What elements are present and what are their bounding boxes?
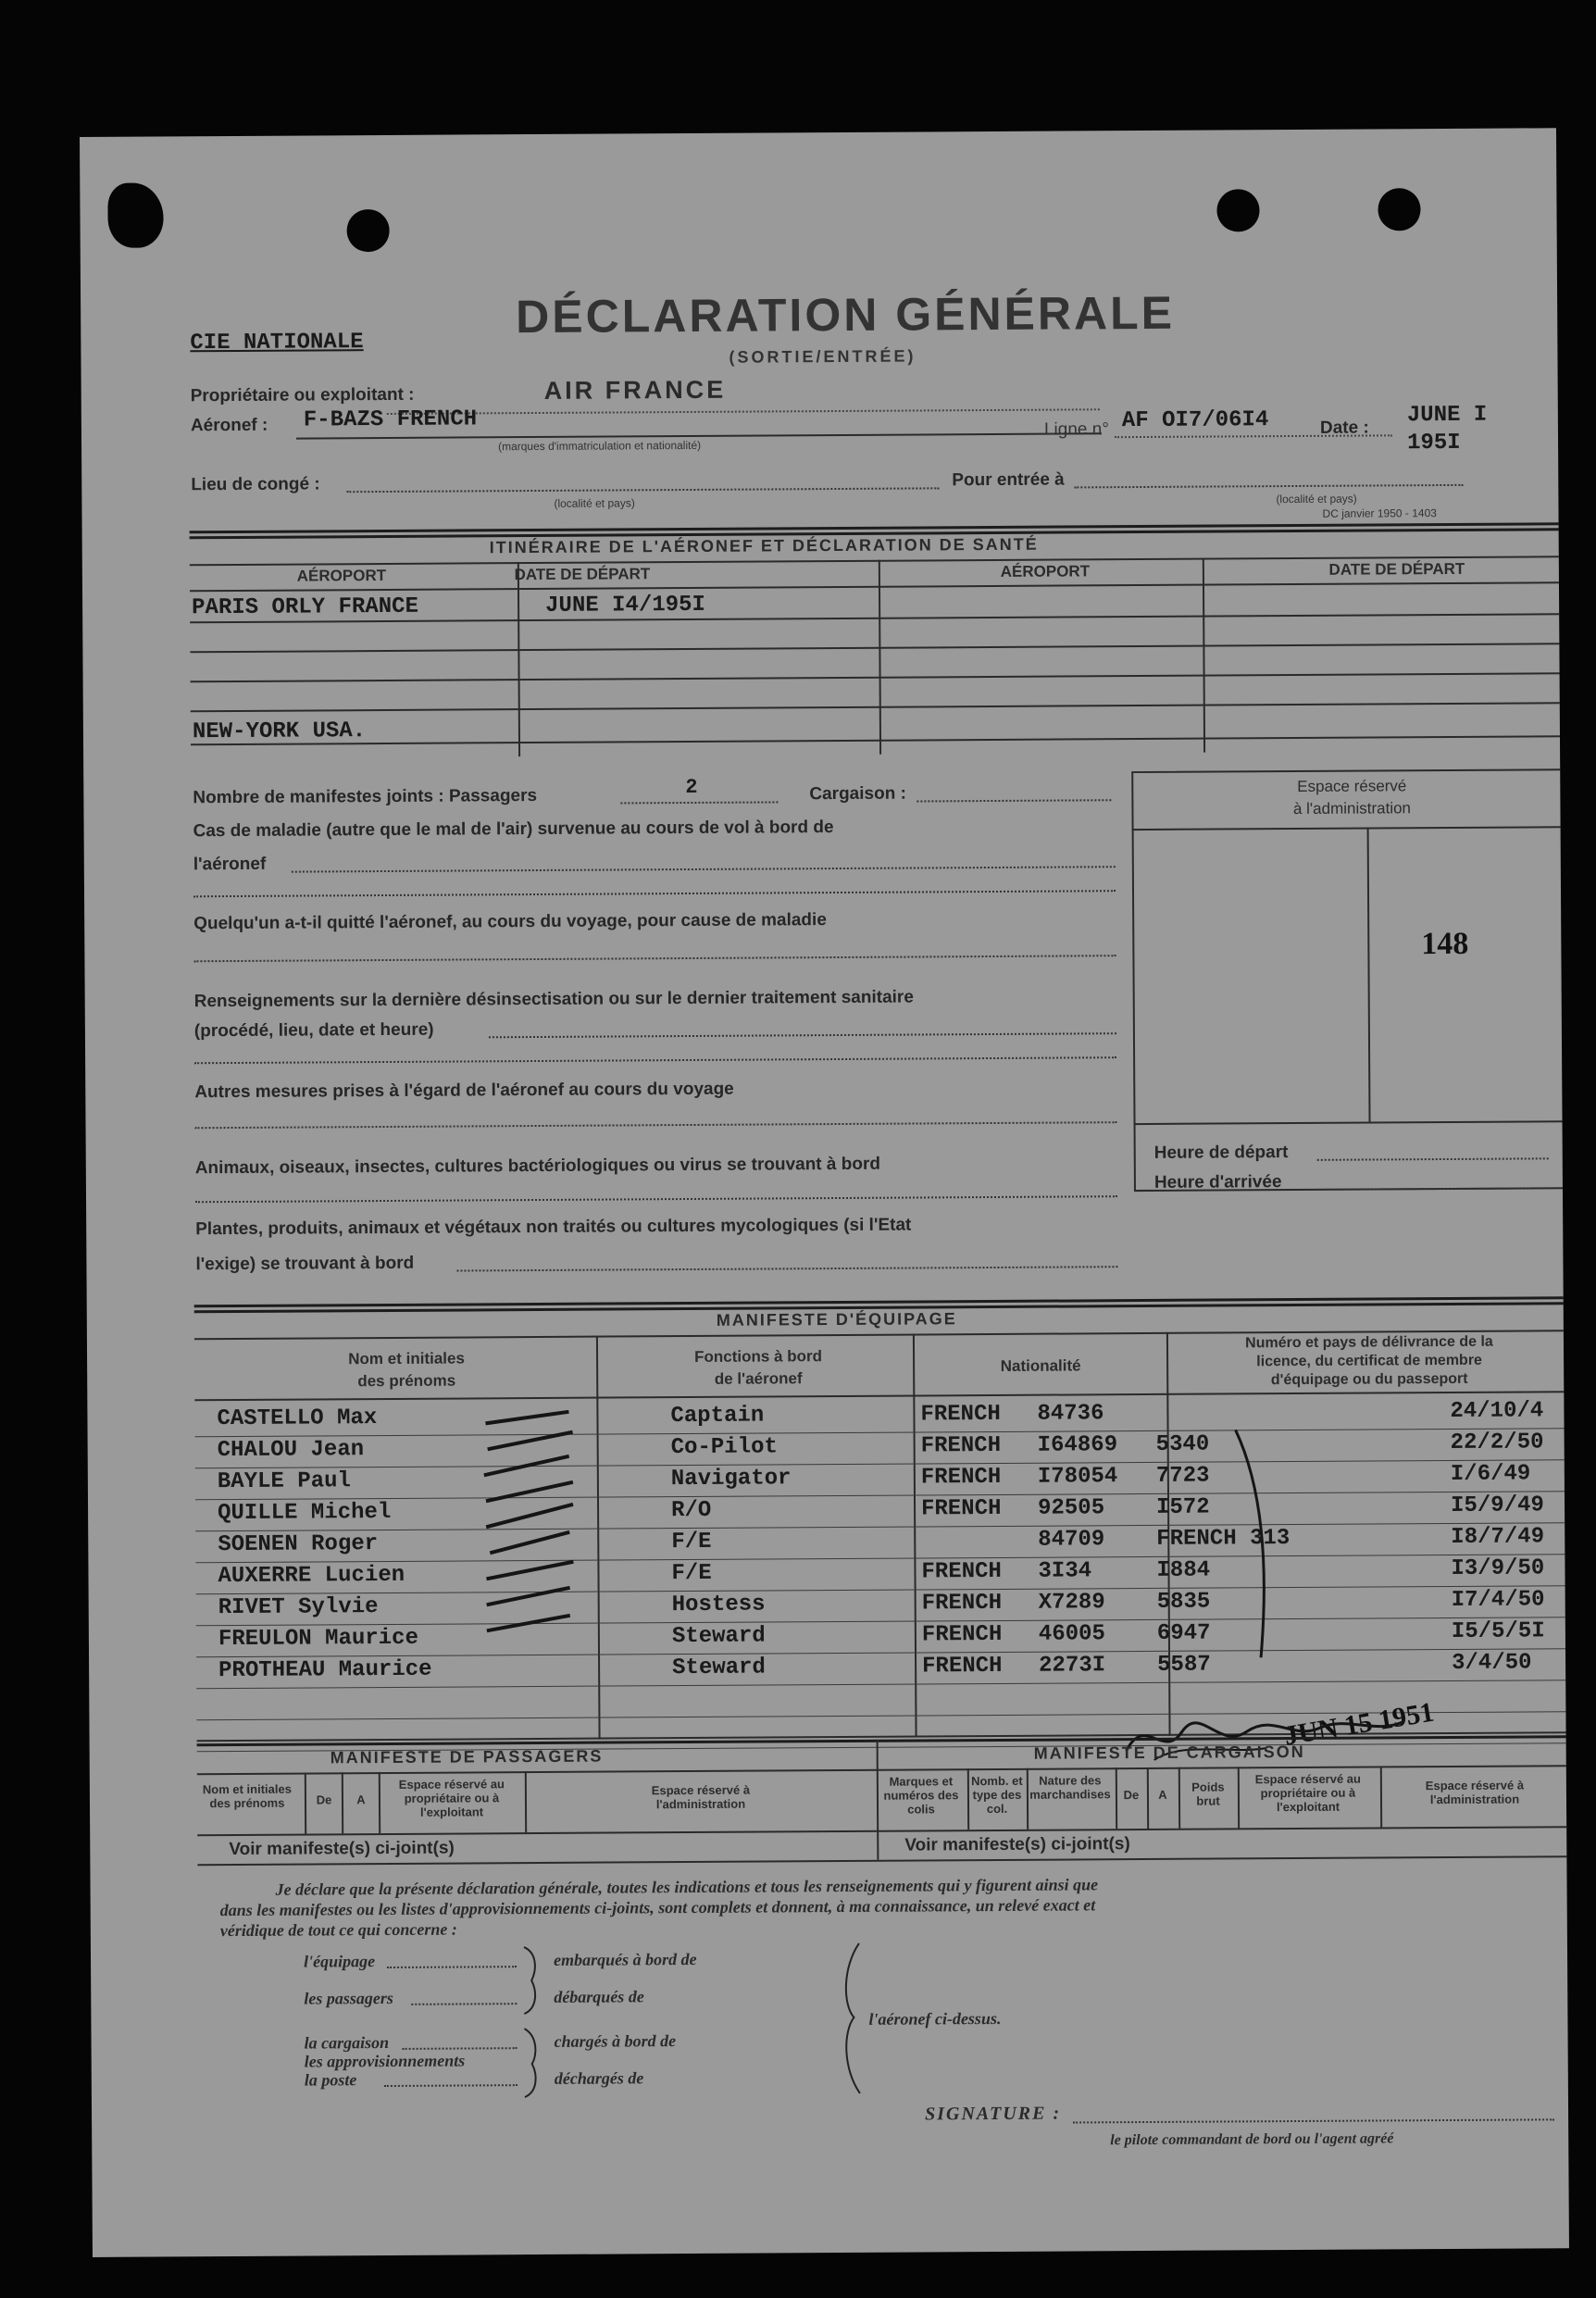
- crew-extra: FRENCH 313: [1156, 1526, 1291, 1552]
- crew-name: AUXERRE Lucien: [218, 1562, 405, 1590]
- itinerary-row1-date: JUNE I4/195I: [545, 592, 706, 618]
- itinerary-col-departure-date: DATE DE DÉPART: [514, 565, 651, 584]
- itinerary-col-departure-date-2: DATE DE DÉPART: [1328, 559, 1465, 579]
- crew-name: FREULON Maurice: [218, 1625, 419, 1653]
- cargo-see-attached: Voir manifeste(s) ci-joint(s): [904, 1834, 1130, 1855]
- aircraft-label: Aéronef :: [190, 415, 268, 436]
- question-disinsection-cont: (procédé, lieu, date et heure): [193, 1019, 434, 1042]
- date-label: Date :: [1319, 418, 1369, 438]
- crew-function: Steward: [671, 1623, 766, 1650]
- crew-function: R/O: [670, 1497, 712, 1524]
- crew-name: PROTHEAU Maurice: [218, 1656, 432, 1684]
- departure-place-note: (localité et pays): [554, 496, 635, 510]
- departure-time-label: Heure de départ: [1153, 1143, 1289, 1163]
- crew-col-license-2: licence, du certificat de membre: [1256, 1352, 1482, 1370]
- crew-nationality: FRENCH: [921, 1621, 1003, 1648]
- crew-number: 92505: [1037, 1495, 1105, 1521]
- date-value-2: 195I: [1406, 430, 1461, 456]
- crew-date: 24/10/4: [1450, 1398, 1544, 1424]
- punch-hole: [1378, 188, 1420, 231]
- question-illness-cont: l'aéronef: [193, 854, 267, 875]
- admin-stamp-number: 148: [1421, 926, 1469, 962]
- cargo-col-nature: Nature des marchandises: [1029, 1773, 1111, 1802]
- crew-col-function-1: Fonctions à bord: [694, 1347, 823, 1366]
- itinerary-last-airport: NEW-YORK USA.: [192, 718, 367, 745]
- crew-number: 46005: [1038, 1621, 1105, 1647]
- crew-date: I5/9/49: [1450, 1492, 1544, 1518]
- punch-hole: [107, 182, 163, 247]
- declaration-braces: [518, 1943, 556, 2101]
- tick-marks: [476, 1405, 589, 1683]
- crew-nationality: FRENCH: [920, 1401, 1001, 1428]
- crew-date: I8/7/49: [1451, 1524, 1545, 1550]
- crew-date: I/6/49: [1450, 1461, 1531, 1487]
- crew-name: SOENEN Roger: [218, 1531, 379, 1558]
- crew-function: Navigator: [670, 1466, 792, 1492]
- aircraft-brace: [837, 1940, 866, 2097]
- entry-note: (localité et pays): [1276, 492, 1357, 506]
- crew-name: RIVET Sylvie: [218, 1594, 379, 1621]
- crew-extra: 5587: [1157, 1652, 1211, 1678]
- crew-date: 22/2/50: [1450, 1430, 1544, 1455]
- aircraft-reference: l'aéronef ci-dessus.: [868, 2008, 1002, 2029]
- crew-name: CHALOU Jean: [217, 1437, 365, 1464]
- crew-nationality: FRENCH: [922, 1653, 1003, 1680]
- crew-extra: I884: [1156, 1557, 1211, 1583]
- cargo-col-marks: Marques et numéros des colis: [883, 1774, 959, 1817]
- crew-nationality: FRENCH: [920, 1432, 1002, 1459]
- line-value: AF OI7/06I4: [1121, 407, 1269, 434]
- received-date-stamp: JUN 15 1951: [1281, 1696, 1437, 1752]
- form-code: DC janvier 1950 - 1403: [1322, 506, 1437, 520]
- crew-function: F/E: [671, 1560, 712, 1587]
- question-plants: Plantes, produits, animaux et végétaux non traités ou cultures mycologiques (si l'Etat: [195, 1215, 912, 1240]
- itinerary-col-airport: AÉROPORT: [296, 566, 387, 585]
- passenger-col-de: De: [316, 1792, 332, 1807]
- question-illness: Cas de maladie (autre que le mal de l'air) survenue au cours de vol à bord de: [193, 818, 834, 842]
- passengers-count: 2: [685, 775, 698, 800]
- crew-col-license-1: Numéro et pays de délivrance de la: [1245, 1333, 1493, 1352]
- crew-nationality: FRENCH: [921, 1558, 1002, 1585]
- crew-col-nationality: Nationalité: [1000, 1356, 1081, 1375]
- manifests-label: Nombre de manifestes joints : Passagers: [193, 785, 538, 808]
- crew-nationality: FRENCH: [920, 1495, 1002, 1522]
- crew-number: I78054: [1037, 1464, 1118, 1490]
- crew-number: 84709: [1038, 1527, 1105, 1553]
- signature-note: le pilote commandant de bord ou l'agent agréé: [1110, 2130, 1394, 2149]
- item-cargo: la cargaison: [304, 2032, 390, 2053]
- item-mail: la poste: [304, 2070, 357, 2090]
- signature-label: SIGNATURE :: [924, 2103, 1062, 2125]
- punch-hole: [1216, 189, 1259, 231]
- crew-extra: 5835: [1156, 1589, 1211, 1615]
- admin-box-title-1: Espace réservé: [1297, 777, 1407, 795]
- crew-name: BAYLE Paul: [217, 1468, 351, 1495]
- form-subtitle: (SORTIE/ENTRÉE): [729, 346, 916, 367]
- departure-place-label: Lieu de congé :: [191, 474, 320, 495]
- crew-extra: 7723: [1155, 1463, 1210, 1489]
- crew-date: I5/5/5I: [1451, 1618, 1545, 1644]
- itinerary-section-title: ITINÉRAIRE DE L'AÉRONEF ET DÉCLARATION DE SANTÉ: [489, 534, 1039, 557]
- cargo-col-a: A: [1158, 1787, 1167, 1802]
- cargo-section-title: MANIFESTE DE CARGAISON: [1033, 1742, 1305, 1763]
- passenger-see-attached: Voir manifeste(s) ci-joint(s): [229, 1838, 455, 1860]
- question-disinsection: Renseignements sur la dernière désinsectisation ou sur le dernier traitement sanitaire: [193, 987, 914, 1012]
- item-supplies: les approvisionnements: [304, 2051, 466, 2071]
- cargo-col-admin: Espace réservé à l'administration: [1425, 1778, 1525, 1807]
- form-title: DÉCLARATION GÉNÉRALE: [516, 286, 1176, 343]
- crew-extra: I572: [1155, 1494, 1210, 1520]
- line-label: Ligne n°: [1043, 419, 1109, 440]
- admin-reserved-box: [1131, 768, 1569, 1192]
- crew-function: Captain: [670, 1403, 765, 1430]
- crew-name: QUILLE Michel: [218, 1499, 392, 1527]
- action-embarked: embarqués à bord de: [553, 1949, 697, 1969]
- item-passengers: les passagers: [304, 1988, 393, 2008]
- date-value-1: JUNE I: [1406, 402, 1488, 429]
- action-unloaded: déchargés de: [554, 2068, 644, 2088]
- itinerary-col-airport-2: AÉROPORT: [1000, 562, 1091, 581]
- crew-date: I3/9/50: [1451, 1555, 1545, 1581]
- declaration-line-1: Je déclare que la présente déclaration générale, toutes les indications et tous les renseignements qui y figurent ainsi que: [275, 1875, 1099, 1899]
- crew-extra: 5340: [1155, 1431, 1210, 1457]
- crew-date: 3/4/50: [1452, 1650, 1532, 1676]
- cargo-col-owner: Espace réservé au propriétaire ou à l'exploitant: [1254, 1771, 1361, 1815]
- crew-number: 84736: [1037, 1401, 1104, 1427]
- admin-box-title-2: à l'administration: [1292, 799, 1412, 818]
- passenger-section-title: MANIFESTE DE PASSAGERS: [330, 1746, 604, 1767]
- itinerary-row1-airport: PARIS ORLY FRANCE: [192, 593, 419, 621]
- crew-col-license-3: d'équipage ou du passeport: [1270, 1370, 1468, 1389]
- crew-section-title: MANIFESTE D'ÉQUIPAGE: [716, 1309, 957, 1330]
- entry-label: Pour entrée à: [952, 469, 1065, 491]
- cargo-col-count: Nomb. et type des col.: [971, 1773, 1023, 1817]
- crew-date: I7/4/50: [1451, 1587, 1545, 1613]
- passenger-col-name: Nom et initiales des prénoms: [202, 1781, 292, 1811]
- crew-function: Co-Pilot: [670, 1434, 778, 1461]
- declaration-line-2: dans les manifestes ou les listes d'approvisionnements ci-joints, sont complets et donnent, à ma connaissance, un relevé exact et: [219, 1895, 1096, 1920]
- crew-col-name-2: des prénoms: [357, 1371, 456, 1391]
- item-crew: l'équipage: [303, 1952, 376, 1971]
- company-name: CIE NATIONALE: [190, 330, 364, 356]
- passenger-col-owner: Espace réservé au propriétaire ou à l'exploitant: [398, 1777, 505, 1819]
- crew-number: X7289: [1038, 1590, 1105, 1616]
- question-plants-cont: l'exige) se trouvant à bord: [195, 1253, 415, 1275]
- crew-number: I64869: [1037, 1432, 1118, 1458]
- arrival-time-label: Heure d'arrivée: [1153, 1172, 1282, 1193]
- aircraft-value: F-BAZS FRENCH: [303, 406, 478, 433]
- declaration-line-3: véridique de tout ce qui concerne :: [219, 1919, 457, 1941]
- aircraft-note: (marques d'immatriculation et nationalité): [498, 438, 702, 454]
- crew-col-function-2: de l'aéronef: [714, 1369, 803, 1388]
- passenger-col-admin: Espace réservé à l'administration: [651, 1782, 751, 1812]
- cargo-col-weight: Poids brut: [1191, 1780, 1225, 1808]
- crew-col-name-1: Nom et initiales: [348, 1349, 465, 1368]
- owner-label: Propriétaire ou exploitant :: [190, 384, 415, 406]
- action-disembarked: débarqués de: [554, 1987, 644, 2006]
- cargo-col-de: De: [1123, 1788, 1140, 1803]
- question-animals: Animaux, oiseaux, insectes, cultures bactériologiques ou virus se trouvant à bord: [194, 1154, 881, 1179]
- crew-extra: 6947: [1156, 1620, 1211, 1646]
- crew-function: Steward: [672, 1655, 767, 1681]
- crew-function: Hostess: [671, 1592, 766, 1618]
- punch-hole: [346, 209, 389, 252]
- bracket-mark: [1232, 1426, 1280, 1667]
- question-left-aircraft: Quelqu'un a-t-il quitté l'aéronef, au cours du voyage, pour cause de maladie: [193, 910, 827, 934]
- crew-nationality: FRENCH: [920, 1464, 1002, 1491]
- question-other-measures: Autres mesures prises à l'égard de l'aéronef au cours du voyage: [194, 1079, 734, 1103]
- declaration-form-sheet: [80, 128, 1569, 2257]
- passenger-col-a: A: [356, 1792, 366, 1807]
- crew-nationality: FRENCH: [921, 1590, 1003, 1617]
- crew-number: 3I34: [1038, 1558, 1092, 1584]
- crew-name: CASTELLO Max: [217, 1405, 378, 1432]
- cargo-label: Cargaison :: [809, 783, 906, 805]
- crew-number: 2273I: [1039, 1653, 1106, 1679]
- action-loaded: chargés à bord de: [554, 2031, 677, 2051]
- owner-value: AIR FRANCE: [543, 375, 727, 405]
- crew-function: F/E: [671, 1529, 712, 1555]
